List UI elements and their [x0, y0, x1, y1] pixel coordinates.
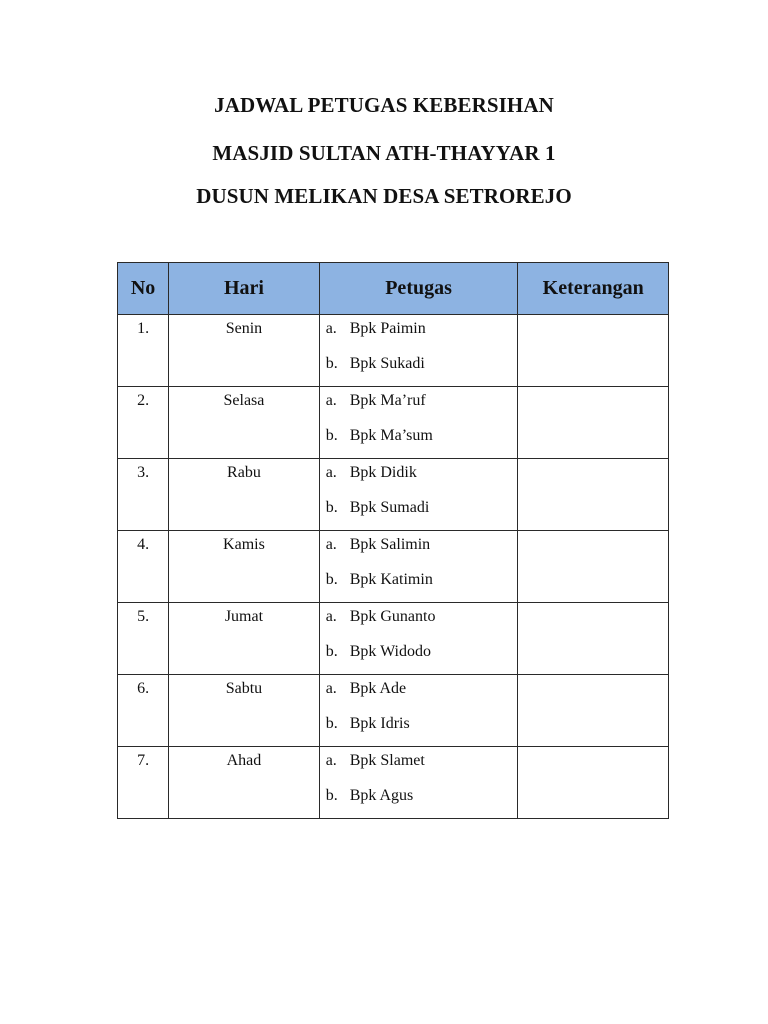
cell-keterangan	[518, 747, 669, 819]
day-name: Kamis	[223, 536, 265, 553]
officer-name: Bpk Didik	[349, 464, 417, 481]
cell-hari	[169, 747, 320, 819]
cell-no	[118, 387, 169, 459]
row-number: 1.	[137, 320, 150, 337]
list-marker: a.	[325, 608, 337, 625]
table-row	[118, 675, 669, 747]
cell-petugas	[319, 675, 518, 747]
officer-name: Bpk Widodo	[349, 643, 431, 660]
day-name: Sabtu	[225, 680, 263, 697]
officer-item	[320, 315, 518, 339]
table-row	[118, 747, 669, 819]
cell-hari	[169, 603, 320, 675]
officer-item	[320, 531, 518, 555]
row-number: 3.	[137, 464, 150, 481]
cell-keterangan	[518, 531, 669, 603]
cell-petugas	[319, 315, 518, 387]
title-line-2: MASJID SULTAN ATH-THAYYAR 1	[212, 141, 556, 165]
day-name: Rabu	[227, 464, 261, 481]
officer-item	[320, 747, 518, 771]
officer-name: Bpk Ma’ruf	[349, 392, 426, 409]
title-line-1: JADWAL PETUGAS KEBERSIHAN	[214, 93, 554, 117]
table-row	[118, 459, 669, 531]
officer-name: Bpk Sumadi	[349, 499, 430, 516]
row-number: 2.	[137, 392, 150, 409]
cell-hari	[169, 387, 320, 459]
day-name: Selasa	[223, 392, 265, 409]
officer-name: Bpk Ade	[349, 680, 407, 697]
officer-item	[320, 603, 518, 627]
row-number: 7.	[137, 752, 150, 769]
list-marker: b.	[325, 571, 338, 588]
officer-name: Bpk Idris	[349, 715, 410, 732]
cleaning-schedule-table	[117, 262, 669, 819]
officer-item	[320, 786, 518, 806]
cell-petugas	[319, 747, 518, 819]
day-name: Jumat	[224, 608, 264, 625]
header-no: No	[118, 263, 169, 315]
table-row	[118, 315, 669, 387]
officer-name: Bpk Salimin	[349, 536, 431, 553]
table-row	[118, 387, 669, 459]
table-row	[118, 531, 669, 603]
list-marker: a.	[325, 680, 337, 697]
cell-hari	[169, 531, 320, 603]
list-marker: a.	[325, 392, 337, 409]
officer-item	[320, 675, 518, 699]
table-header-row	[118, 263, 669, 315]
list-marker: b.	[325, 787, 338, 804]
officer-item	[320, 498, 518, 518]
officer-item	[320, 714, 518, 734]
officer-item	[320, 426, 518, 446]
row-number: 6.	[137, 680, 150, 697]
list-marker: a.	[325, 752, 337, 769]
list-marker: a.	[325, 464, 337, 481]
list-marker: b.	[325, 643, 338, 660]
day-name: Senin	[225, 320, 263, 337]
row-number: 5.	[137, 608, 150, 625]
list-marker: a.	[325, 536, 337, 553]
title-line-3: DUSUN MELIKAN DESA SETROREJO	[196, 184, 572, 208]
officer-name: Bpk Slamet	[349, 752, 425, 769]
cell-no	[118, 603, 169, 675]
day-name: Ahad	[226, 752, 262, 769]
officer-name: Bpk Sukadi	[349, 355, 425, 372]
cell-no	[118, 675, 169, 747]
row-number: 4.	[137, 536, 150, 553]
officer-item	[320, 387, 518, 411]
officer-name: Bpk Ma’sum	[349, 427, 433, 444]
cell-no	[118, 315, 169, 387]
cell-petugas	[319, 459, 518, 531]
officer-item	[320, 459, 518, 483]
header-petugas: Petugas	[319, 263, 518, 315]
officer-name: Bpk Katimin	[349, 571, 433, 588]
officer-name: Bpk Gunanto	[349, 608, 436, 625]
table-row	[118, 603, 669, 675]
cell-no	[118, 459, 169, 531]
cell-keterangan	[518, 387, 669, 459]
cell-hari	[169, 459, 320, 531]
cell-hari	[169, 675, 320, 747]
officer-item	[320, 354, 518, 374]
cell-keterangan	[518, 459, 669, 531]
list-marker: b.	[325, 355, 338, 372]
officer-name: Bpk Agus	[349, 787, 414, 804]
cell-no	[118, 747, 169, 819]
list-marker: b.	[325, 499, 338, 516]
cell-petugas	[319, 531, 518, 603]
cell-petugas	[319, 603, 518, 675]
cell-keterangan	[518, 603, 669, 675]
header-keterangan: Keterangan	[518, 263, 669, 315]
cell-keterangan	[518, 315, 669, 387]
officer-name: Bpk Paimin	[349, 320, 426, 337]
officer-item	[320, 642, 518, 662]
cell-petugas	[319, 387, 518, 459]
list-marker: b.	[325, 715, 338, 732]
header-hari: Hari	[169, 263, 320, 315]
cell-keterangan	[518, 675, 669, 747]
officer-item	[320, 570, 518, 590]
list-marker: a.	[325, 320, 337, 337]
cell-no	[118, 531, 169, 603]
list-marker: b.	[325, 427, 338, 444]
cell-hari	[169, 315, 320, 387]
